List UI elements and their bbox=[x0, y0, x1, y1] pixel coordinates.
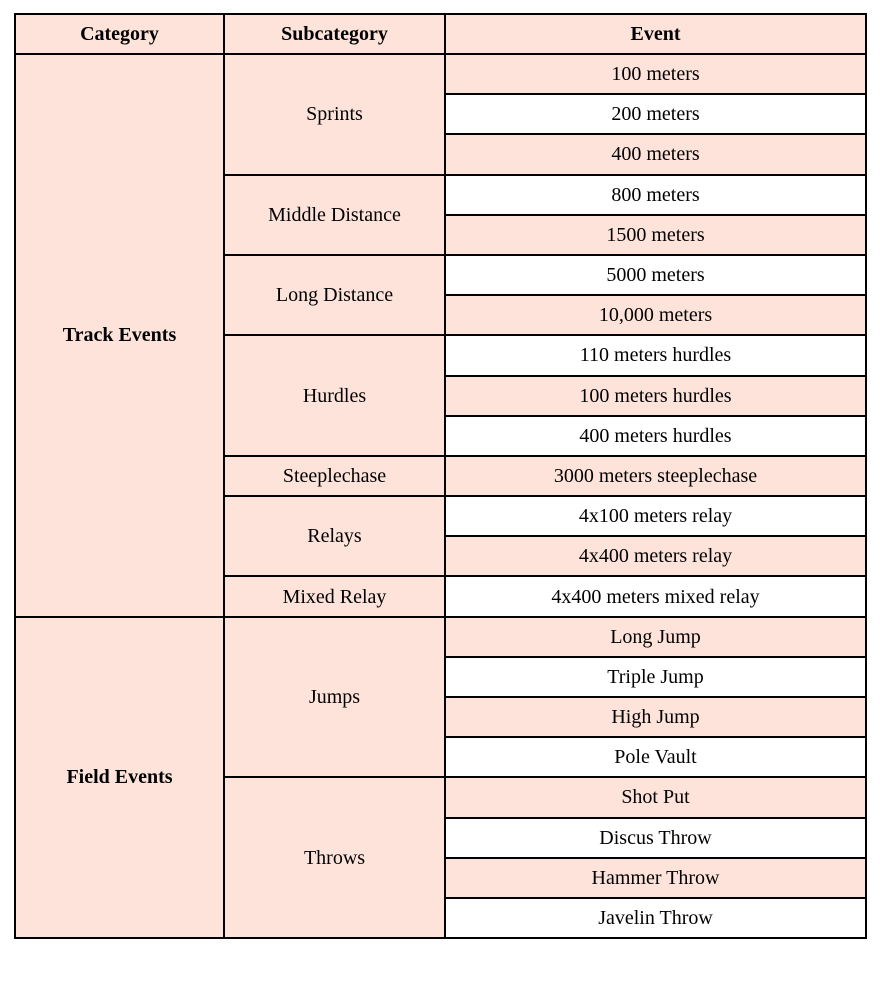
header-subcategory: Subcategory bbox=[224, 14, 445, 54]
event-cell: 4x100 meters relay bbox=[445, 496, 866, 536]
event-cell: 100 meters hurdles bbox=[445, 376, 866, 416]
event-cell: 5000 meters bbox=[445, 255, 866, 295]
table-row bbox=[15, 617, 866, 657]
subcategory-cell: Sprints bbox=[224, 54, 445, 175]
header-event: Event bbox=[445, 14, 866, 54]
event-cell: 400 meters bbox=[445, 134, 866, 174]
event-cell: 10,000 meters bbox=[445, 295, 866, 335]
subcategory-cell: Long Distance bbox=[224, 255, 445, 335]
event-cell: Long Jump bbox=[445, 617, 866, 657]
subcategory-cell: Hurdles bbox=[224, 335, 445, 456]
event-cell: 200 meters bbox=[445, 94, 866, 134]
event-cell: High Jump bbox=[445, 697, 866, 737]
event-cell: Triple Jump bbox=[445, 657, 866, 697]
subcategory-cell: Relays bbox=[224, 496, 445, 576]
event-cell: Pole Vault bbox=[445, 737, 866, 777]
subcategory-cell: Jumps bbox=[224, 617, 445, 778]
table-body bbox=[15, 54, 866, 938]
category-cell: Track Events bbox=[15, 54, 224, 617]
event-cell: 3000 meters steeplechase bbox=[445, 456, 866, 496]
subcategory-cell: Throws bbox=[224, 777, 445, 938]
events-table bbox=[14, 13, 867, 939]
category-cell: Field Events bbox=[15, 617, 224, 939]
event-cell: Discus Throw bbox=[445, 818, 866, 858]
event-cell: 4x400 meters mixed relay bbox=[445, 576, 866, 616]
table-row bbox=[15, 54, 866, 94]
event-cell: Javelin Throw bbox=[445, 898, 866, 938]
event-cell: 400 meters hurdles bbox=[445, 416, 866, 456]
subcategory-cell: Middle Distance bbox=[224, 175, 445, 255]
event-cell: Shot Put bbox=[445, 777, 866, 817]
event-cell: 4x400 meters relay bbox=[445, 536, 866, 576]
event-cell: 100 meters bbox=[445, 54, 866, 94]
event-cell: 800 meters bbox=[445, 175, 866, 215]
subcategory-cell: Steeplechase bbox=[224, 456, 445, 496]
subcategory-cell: Mixed Relay bbox=[224, 576, 445, 616]
header-category: Category bbox=[15, 14, 224, 54]
event-cell: Hammer Throw bbox=[445, 858, 866, 898]
event-cell: 110 meters hurdles bbox=[445, 335, 866, 375]
header-row bbox=[15, 14, 866, 54]
event-cell: 1500 meters bbox=[445, 215, 866, 255]
